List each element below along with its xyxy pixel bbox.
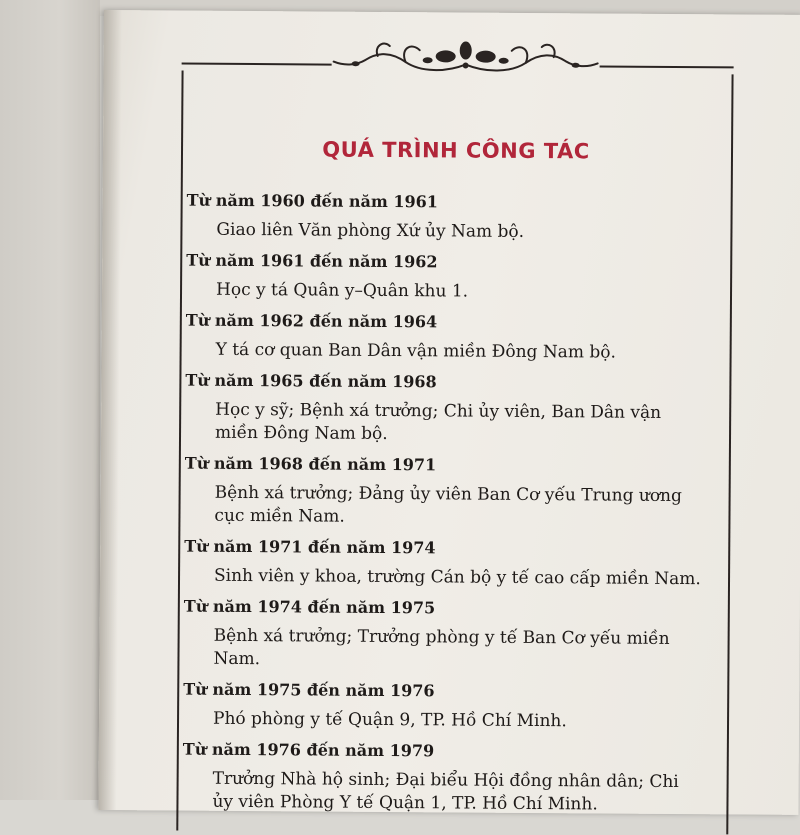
entry-description: Y tá cơ quan Ban Dân vận miền Đông Nam bộ. (215, 339, 616, 363)
frame-top-right (600, 65, 734, 68)
career-entry (184, 454, 705, 532)
entry-period: Từ năm 1971 đến năm 1974 (184, 536, 436, 558)
career-entry (182, 740, 703, 818)
entry-period: Từ năm 1960 đến năm 1961 (186, 190, 439, 212)
floral-ornament-icon (326, 38, 606, 82)
entry-period: Từ năm 1965 đến năm 1968 (185, 370, 437, 392)
entry-description: Học y sỹ; Bệnh xá trưởng; Chi ủy viên, Ban Dân vận miền Đông Nam bộ. (214, 399, 662, 444)
entry-description: Sinh viên y khoa, trường Cán bộ y tế cao cấp miền Nam. (213, 565, 701, 590)
book-page (98, 10, 800, 815)
career-entries (182, 191, 706, 827)
frame-top-left (182, 63, 332, 66)
career-entry (186, 311, 706, 366)
career-entry (185, 371, 706, 449)
entry-period: Từ năm 1975 đến năm 1976 (183, 679, 435, 701)
frame-right (726, 74, 734, 834)
entry-period: Từ năm 1961 đến năm 1962 (186, 250, 438, 272)
page-spine-shadow (98, 10, 122, 810)
entry-description: Học y tá Quân y–Quân khu 1. (215, 279, 469, 302)
desk-background (0, 0, 100, 800)
entry-description: Bệnh xá trưởng; Trưởng phòng y tế Ban Cơ yếu miền Nam. (213, 625, 670, 670)
career-entry (183, 680, 703, 735)
entry-description: Bệnh xá trưởng; Đảng ủy viên Ban Cơ yếu Trung ương cục miền Nam. (214, 482, 682, 527)
career-entry (184, 537, 704, 592)
career-entry (186, 251, 706, 306)
entry-period: Từ năm 1968 đến năm 1971 (184, 453, 437, 475)
entry-period: Từ năm 1962 đến năm 1964 (185, 310, 438, 332)
career-entry (186, 191, 706, 246)
entry-description: Phó phòng y tế Quận 9, TP. Hồ Chí Minh. (212, 708, 567, 732)
page-title: QUÁ TRÌNH CÔNG TÁC (322, 137, 590, 164)
entry-description: Giao liên Văn phòng Xứ ủy Nam bộ. (216, 219, 525, 242)
entry-description: Trưởng Nhà hộ sinh; Đại biểu Hội đồng nhân dân; Chi ủy viên Phòng Y tế Quận 1, TP. Hồ Chí Minh. (212, 768, 679, 815)
entry-period: Từ năm 1974 đến năm 1975 (183, 596, 436, 618)
entry-period: Từ năm 1976 đến năm 1979 (182, 739, 435, 761)
career-entry (183, 597, 704, 675)
